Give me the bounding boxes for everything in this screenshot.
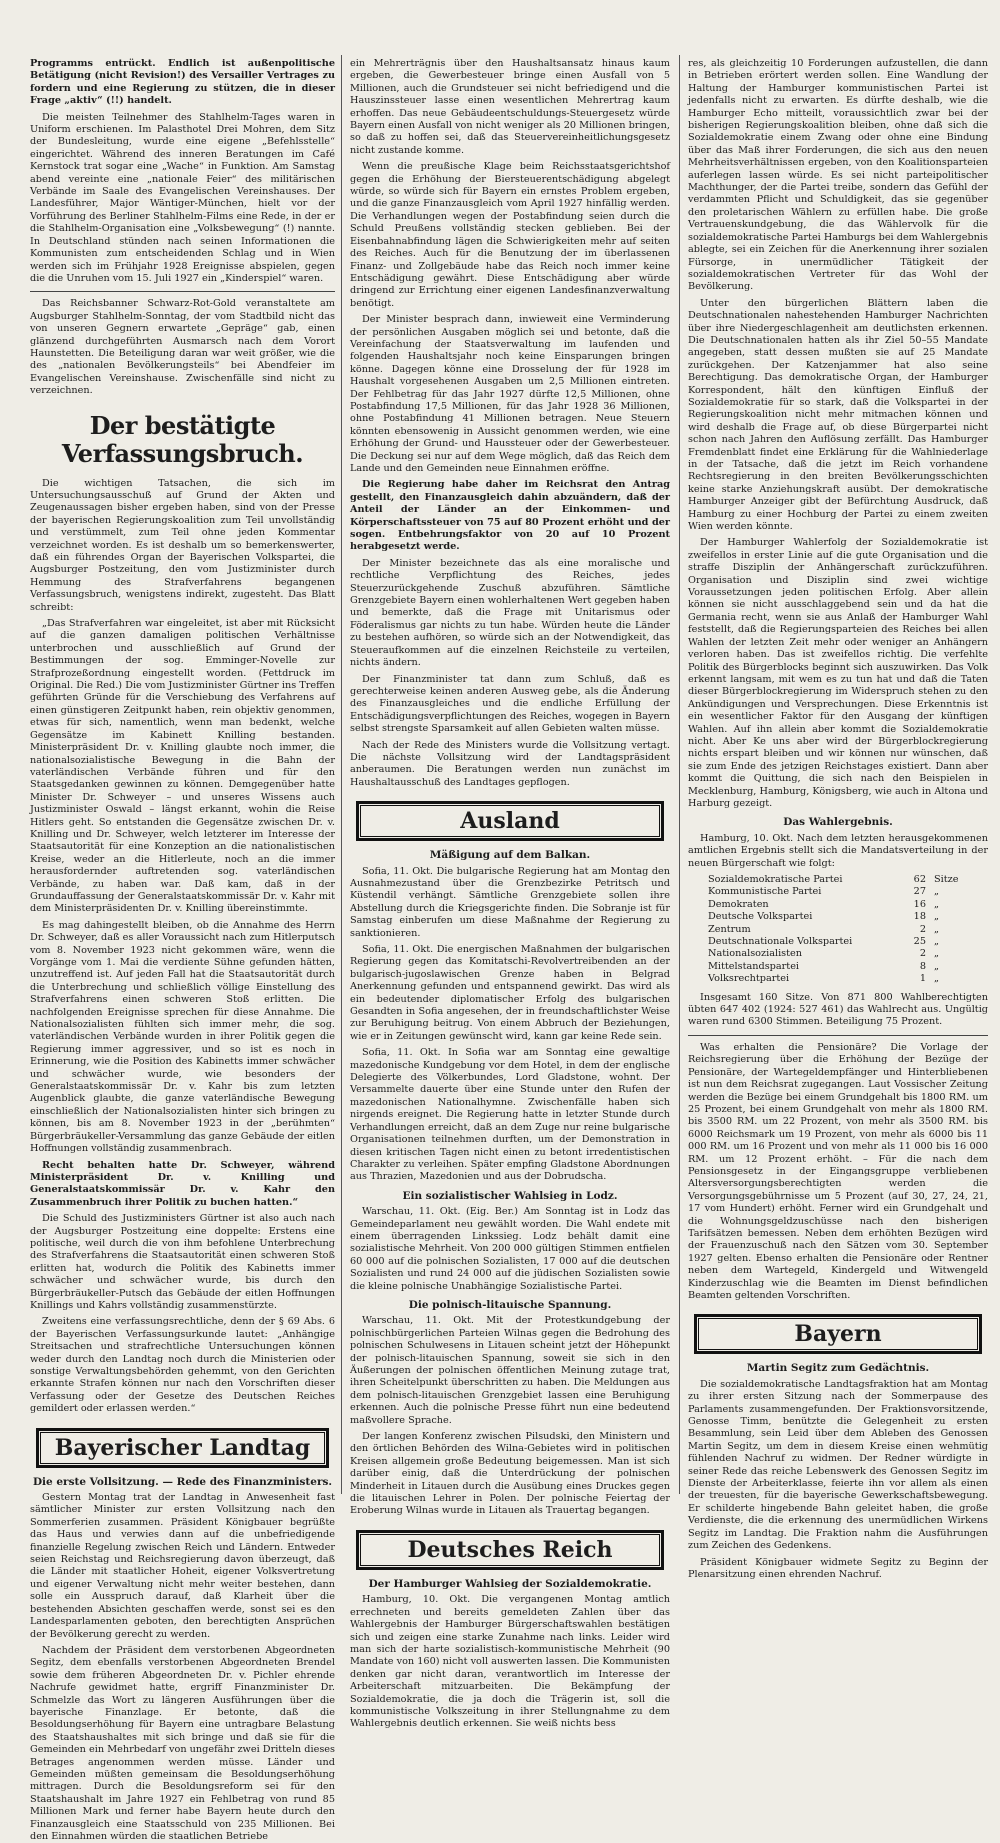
paragraph: Hamburg, 10. Okt. Nach dem letzten herausgekommenen amtlichen Ergebnis stellt sich die Mandatsverteilung in der neuen Bürgerschaft wie folgt: [688, 832, 988, 869]
seat-unit: Sitze [934, 874, 959, 885]
column-middle [350, 58, 670, 1730]
quote-paragraph: „Das Strafverfahren war eingeleitet, ist aber mit Rücksicht auf die ganzen damaligen politischen Verhältnisse unterbrochen und ausschließlich auf Grund der Bestimmungen der sog. Emminger-Novelle zur Strafprozeßordnung eingestellt worden. (Fettdruck im Original. Die Red.) Die vom Justizminister Gürtner ins Treffen geführten Gründe für die Verschiebung des Verfahrens auf einen günstigeren Zeitpunkt haben, rein objektiv genommen, etwas für sich, namentlich, wenn man bedenkt, welche Gegensätze im Kabinett Knilling bestanden. Ministerpräsident Dr. v. Knilling glaubte noch immer, die nationalsozialistische Bewegung in die Bahn der vaterländischen Verbände führen und für den Staatsgedanken gewinnen zu können. Demgegenüber hatte Minister Dr. Schweyer – und unseres Wissens auch Justizminister Oswald – längst erkannt, wohin die Reise Hitlers geht. So entstanden die Gegensätze zwischen Dr. v. Knilling und Dr. Schweyer, welch letzterer im Interesse der Staatsautorität für eine Konzeption an die nationalistischen Kreise, weder an die Hitlerleute, noch an die immer herausfordernder auftretenden sog. vaterländischen Verbände, zu haben war. Daß kam, daß in der Grundauffassung der Generalstaatskommissär Dr. v. Kahr mit dem Ministerpräsidenten Dr. v. Knilling übereinstimmte. [30, 618, 335, 915]
election-results-table [706, 874, 970, 986]
paragraph: Gestern Montag trat der Landtag in Anwesenheit fast sämtlicher Minister zur ersten Vollsitzung nach den Sommerferien zusammen. Präsident Königbauer begrüßte das Haus und verwies dann auf die unbefriedigende finanzielle Regelung zwischen Reich und Ländern. Entweder seien Reichstag und Reichsregierung davon überzeugt, daß die Länder mit staatlicher Hoheit, eigener Volksvertretung und eigener Verwaltung nicht mehr weiter bestehen, dann solle ein Ausspruch darauf, daß Klarheit über die bestehenden Absichten geschaffen werde, sonst sei es den Landesparlamenten geboten, den berechtigten Ansprüchen der Bevölkerung gerecht zu werden. [30, 1492, 335, 1640]
seat-count: 1 [919, 973, 926, 985]
seat-unit: „ [934, 898, 940, 910]
paragraph: ein Mehrerträgnis über den Haushaltsansatz hinaus kaum ergeben, die Gewerbesteuer bringe einen Ausfall von 5 Millionen, auch die Grundsteuer sei nicht befriedigend und die Hauszinssteuer lasse einen wesentlichen Mehrertrag kaum erhoffen. Das neue Gebäudeentschuldungs-Steuergesetz würde Bayern einen Ausfall von nicht weniger als 20 Millionen bringen, so daß zu hoffen sei, daß das Steuervereinheitlichungsgesetz nicht zustande komme. [350, 58, 670, 156]
paragraph: Es mag dahingestellt bleiben, ob die Annahme des Herrn Dr. Schweyer, daß es aller Voraussicht nach zum Hitlerputsch vom 8. November 1923 nicht gekommen wäre, wenn die Vorgänge vom 1. Mai die verdiente Sühne gefunden hätten, unzutreffend ist. Auf jeden Fall hat die Staatsautorität durch die Unterbrechung und schließlich völlige Einstellung des Strafverfahrens einen schweren Stoß erlitten. Die nachfolgenden Ereignisse sprechen für diese Annahme. Die Nationalsozialisten fühlten sich immer mehr, die sog. vaterländischen Verbände wurden in ihrer Politik gegen die Regierung immer aggressiver, und so ist es noch in Erinnerung, wie die Position des Kabinetts immer schwächer und schwächer wurde, wie besonders der Generalstaatskommissär Dr. v. Kahr bis zum letzten Augenblick glaubte, die ganze vaterländische Bewegung einschließlich der Nationalsozialisten hinter sich bringen zu können, bis am 8. November 1923 in der „berühmten“ Bürgerbräukeller-Versammlung das ganze Gebäude der eitlen Hoffnungen vollständig zusammenbrach. [30, 919, 335, 1155]
paragraph: Sofia, 11. Okt. In Sofia war am Sonntag eine gewaltige mazedonische Kundgebung vor dem Hotel, in dem der englische Delegierte des Völkerbundes, Lord Gladstone, wohnt. Der Versammelte dauerte über eine Stunde unter den Rufen der mazedonischen Nationalhymne. Zwischenfälle haben sich nirgends ereignet. Die Regierung hatte in letzter Stunde durch Verhandlungen erreicht, daß an dem Zuge nur reine bulgarische Organisationen teilnehmen durften, um der Demonstration in diesen kritischen Tagen nicht einen zu betont irredentistischen Charakter zu verleihen. Später empfing Gladstone Abordnungen aus Thrazien, Mazedonien und aus der Dobrudscha. [350, 1047, 670, 1183]
party-name: Kommunistische Partei [708, 886, 822, 898]
column-rule [341, 55, 342, 1494]
seat-count: 27 [913, 886, 926, 898]
paragraph: Präsident Königbauer widmete Segitz zu Beginn der Plenarsitzung einen ehrenden Nachruf. [688, 1556, 988, 1580]
party-name: Deutsche Volkspartei [708, 911, 813, 923]
paragraph: Warschau, 11. Okt. Mit der Protestkundgebung der polnischbürgerlichen Parteien Wilnas gegen die Bedrohung des polnischen Schulwesens in Litauen scheint jetzt der Höhepunkt der polnisch-litauischen Spannung, soweit sie sich in den Äußerungen der polnischen öffentlichen Meinung zutage trat, ihren Scheitelpunkt überschritten zu haben. Die Meldungen aus dem polnisch-litauischen Grenzgebiet lassen eine Beruhigung erkennen. Auch die polnische Presse führt nun eine bedeutend maßvollere Sprache. [350, 1315, 670, 1426]
paragraph: Warschau, 11. Okt. (Eig. Ber.) Am Sonntag ist in Lodz das Gemeindeparlament neu gewählt worden. Die Wahl endete mit einem überragenden Linkssieg. Lodz behält damit eine sozialistische Mehrheit. Von 200 000 gültigen Stimmen entfielen 60 000 auf die polnischen Sozialisten, 17 000 auf die deutschen Sozialisten und rund 24 000 auf die jüdischen Sozialisten sowie die kleine polnische Unabhängige Sozialistische Partei. [350, 1206, 670, 1292]
paragraph: Der Minister besprach dann, inwieweit eine Verminderung der persönlichen Ausgaben möglich sei und betonte, daß die Vereinfachung der Staatsverwaltung im laufenden und folgenden Haushaltsjahr noch keine Einsparungen bringen könne. Dagegen könne eine Drosselung der für 1928 im Haushalt vorgesehenen Ausgaben um 2,5 Millionen eintreten. Der Fehlbetrag für das Jahr 1927 dürfte 12,5 Millionen, ohne Postabfindung 17,5 Millionen, für das Jahr 1928 36 Millionen, ohne Postabfindung 41 Millionen betragen. Neue Steuern könnten ebensowenig in Aussicht genommen werden, wie eine Erhöhung der Grund- und Haussteuer oder der Gewerbesteuer. Die Deckung sei nur auf dem Wege möglich, daß das Reich dem Lande und den Gemeinden neue Einnahmen eröffne. [350, 314, 670, 474]
article-subhead: Das Wahlergebnis. [783, 816, 893, 829]
table-row [706, 961, 970, 973]
paragraph: Die Schuld des Justizministers Gürtner ist also auch nach der Augsburger Postzeitung eine doppelte: Erstens eine politische, weil durch die von ihm befohlene Unterbrechung des Strafverfahrens die Staatsautorität einen schweren Stoß erlitten hat, wodurch die Politik des Kabinetts immer schwächer und schwächer wurde, bis durch den Bürgerbräukeller-Putsch das Gebäude der eitlen Hoffnungen Knillings und Kahrs vollständig zusammenstürzte. [30, 1213, 335, 1311]
article-subhead: Ein sozialistischer Wahlsieg in Lodz. [402, 1189, 618, 1202]
paragraph: res, als gleichzeitig 10 Forderungen aufzustellen, die dann in Betrieben erörtert werden sollen. Eine Wandlung der Haltung der Hamburger kommunistischen Partei ist jedenfalls nicht zu erwarten. Es dürfte deshalb, wie die Hamburger Echo mitteilt, voraussichtlich zwar bei der bisherigen Regierungskoalition bleiben, ohne daß sich die Sozialdemokratie einem Zwang oder ohne eine Bindung über das Maß ihrer Forderungen, die sich aus den neuen Mehrheitsverhältnissen ergeben, von den Koalitionsparteien auferlegen lassen würde. Es sei nicht parteipolitischer Machthunger, der die Partei treibe, sondern das Gefühl der verdammten Pflicht und Schuldigkeit, das sie gegenüber den proletarischen Wählern zu erfüllen habe. Die große Vertrauenskundgebung, die das Wählervolk für die sozialdemokratische Partei Hamburgs bei dem Wahlergebnis ablegte, sei ein Zeichen für die Anerkennung ihrer sozialen Fürsorge, in unermüdlicher Tätigkeit der sozialdemokratischen Vertreter für das Wohl der Bevölkerung. [688, 58, 988, 293]
seat-unit: „ [934, 973, 940, 985]
paragraph: Der Minister bezeichnete das als eine moralische und rechtliche Verpflichtung des Reiches, jedes Steuerzurückgehende Zuschuß abzuführen. Sämtliche Grenzgebiete Bayern einen wohlerhaltenen Wert gegeben haben und bemerkte, daß die Frage mit Unitarismus oder Föderalismus gar nichts zu tun habe. Würden heute die Länder zu bestehen aufhören, so würde sich an der Notwendigkeit, das Steueraufkommen auf die einzelnen Reichsteile zu verteilen, nichts ändern. [350, 557, 670, 669]
table-row [706, 936, 970, 948]
paragraph: Die sozialdemokratische Landtagsfraktion hat am Montag zu ihrer ersten Sitzung nach der Sommerpause des Parlaments zusammengefunden. Der Fraktionsvorsitzende, Genosse Timm, benützte die Gelegenheit zu ersten Besammlung, sein Leid über dem Ableben des Genossen Martin Segitz, um dem in diesem Kreise einen wehmütig fühlenden Nachruf zu widmen. Der Redner würdigte in seiner Rede das reiche Lebenswerk des Genossen Segitz im Dienste der Arbeiterklasse, feierte ihn vor allem als einen der treuesten, für die bayerische Gewerkschaftsbewegung. Er schilderte hingebende Bahn geleitet haben, die große Verdienste, die die erkennung des unermüdlichen Wirkens Segitz im Landtag. Die Fraktion nahm die Ausführungen zum Zeichen des Gedenkens. [688, 1378, 988, 1552]
table-row [706, 973, 970, 985]
paragraph: Insgesamt 160 Sitze. Von 871 800 Wahlberechtigten übten 647 402 (1924: 527 461) das Wahlrecht aus. Ungültig waren rund 6300 Stimmen. Beteiligung 75 Prozent. [688, 991, 988, 1028]
section-header: Bayerischer Landtag [36, 1428, 329, 1468]
paragraph: Recht behalten hatte Dr. Schweyer, während Ministerpräsident Dr. v. Knilling und Generalstaatskommissär Dr. v. Kahr den Zusammenbruch ihrer Politik zu buchen hatten.“ [30, 1159, 335, 1208]
seat-count: 62 [913, 874, 926, 885]
section-header: Ausland [356, 801, 664, 841]
seat-count: 18 [913, 911, 926, 923]
article-subhead: Martin Segitz zum Gedächtnis. [746, 1362, 930, 1375]
paragraph: Unter den bürgerlichen Blättern laben die Deutschnationalen nahestehenden Hamburger Nachrichten über ihre Niedergeschlagenheit am deutlichsten erkennen. Die Deutschnationalen hatten als ihr Ziel 50–55 Mandate angegeben, statt dessen mußten sie auf 25 Mandate zurückgehen. Der Katzenjammer hat also seine Berechtigung. Das demokratische Organ, der Hamburger Korrespondent, hält den künftigen Einfluß der Sozialdemokratie für so stark, daß die Volkspartei in der Regierungskoalition nicht mehr mitmachen können und wird deshalb die Frage auf, ob diese Bürgerpartei nicht schon nach Jahren den Auflösung zerfällt. Das Hamburger Fremdenblatt findet eine Erklärung für die Wahlniederlage in der Tatsache, daß die jetzt im Reich vorhandene Rechtsregierung in den breiten Bevölkerungsschichten keine starke Anziehungskraft ausübt. Der demokratische Hamburger Anzeiger gibt der Befürchtung Ausdruck, daß Hamburg zu einer Hochburg der Partei zu einem zweiten Wien werden könnte. [688, 297, 988, 533]
table-row [706, 886, 970, 898]
paragraph: Sofia, 11. Okt. Die bulgarische Regierung hat am Montag den Ausnahmezustand über die Grenzbezirke Petritsch und Küstendil verhängt. Sämtliche Grenzgebiete sollen ihre Abstellung durch die Kriegsgerichte finden. Die Sobranje ist für Samstag einberufen um diese Maßnahme der Regierung zu sanktionieren. [350, 865, 670, 939]
seat-count: 25 [913, 936, 926, 948]
divider [30, 291, 335, 292]
seat-count: 2 [919, 948, 926, 960]
table-row [706, 911, 970, 923]
party-name: Demokraten [708, 898, 769, 910]
party-name: Zentrum [708, 923, 751, 935]
paragraph: Die meisten Teilnehmer des Stahlhelm-Tages waren in Uniform erschienen. Im Palasthotel Drei Mohren, dem Sitz der Bundesleitung, wurde eine eigene „Befehlsstelle“ eingerichtet. Während des inneren Beratungen im Café Kernstock trat sogar eine „Wache“ in Funktion. Am Samstag abend vereinte eine „nationale Feier“ des militärischen Verbände im Saale des Evangelischen Vereinshauses. Der Landesführer, Major Wäntiger-München, hielt vor der Vorführung des Berliner Stahlhelm-Films eine Rede, in der er die Stahlhelm-Organisation eine „Volksbewegung“ (!) nannte. In Deutschland stünden nach seinen Informationen die Kommunisten zum entscheidenden Schlag und in Wien werden sich im Frühjahr 1928 Ereignisse abspielen, gegen die die Unruhen vom 15. Juli 1927 ein „Kinderspiel“ waren. [30, 111, 335, 284]
paragraph: Hamburg, 10. Okt. Die vergangenen Montag amtlich errechneten und bereits gemeldeten Zahlen über das Wahlergebnis der Hamburger Bürgerschaftswahlen bestätigen sich und zeigen eine starke Zunahme nach links. Leider wird man sich der harte sozialistisch-kommunistische Mehrheit (90 Mandate von 160) nicht voll auswerten lassen. Die Kommunisten denken gar nicht daran, verantwortlich im Interesse der Arbeiterschaft mitzuarbeiten. Die Bekämpfung der Sozialdemokratie, die ja doch die Trägerin ist, soll die kommunistische Volkszeitung in ihrer Stellungnahme zu dem Wahlergebnis deutlich erkennen. Sie weiß nichts bess [350, 1594, 670, 1730]
paragraph: Die Regierung habe daher im Reichsrat den Antrag gestellt, den Finanzausgleich dahin abzuändern, daß der Anteil der Länder an der Einkommen- und Körperschaftssteuer von 75 auf 80 Prozent erhöht und der sogen. Entbehrungsfaktor von 20 auf 10 Prozent herabgesetzt werde. [350, 479, 670, 553]
column-right [688, 58, 988, 1580]
table-row [706, 899, 970, 911]
article-subhead: Die polnisch-litauische Spannung. [408, 1298, 612, 1311]
party-name: Mittelstandspartei [708, 960, 800, 972]
paragraph: Der langen Konferenz zwischen Pilsudski, den Ministern und den örtlichen Behörden des Wilna-Gebietes wird in politischen Kreisen allgemein große Bedeutung beigemessen. Man ist sich darüber einig, daß die Unterdrückung der polnischen Minderheit in Litauen durch die Ausübung eines Druckes gegen die litauischen Lehrer in Polen. Der polnische Feiertag der Eroberung Wilnas wurde in Litauen als Trauertag begangen. [350, 1431, 670, 1517]
paragraph: Zweitens eine verfassungsrechtliche, denn der § 69 Abs. 6 der Bayerischen Verfassungsurkunde lautet: „Anhängige Streitsachen und strafrechtliche Untersuchungen können weder durch den Landtag noch durch die Ministerien oder sonstige Verwaltungsbehörden gehemmt, von den Gerichten erkannte Strafen können nur nach den Vorschriften dieser Verfassung oder der Gesetze des Deutschen Reiches gemildert oder erlassen werden.“ [30, 1316, 335, 1415]
seat-count: 8 [919, 960, 926, 972]
paragraph: Was erhalten die Pensionäre? Die Vorlage der Reichsregierung über die Erhöhung der Bezüge der Pensionäre, der Wartegeldempfänger und Hinterbliebenen ist nun dem Reichsrat zugegangen. Laut Vossischer Zeitung werden die Bezüge bei einem Grundgehalt bis 1800 RM. um 25 Prozent, bei einem Grundgehalt von mehr als 1800 RM. bis 3500 RM. um 22 Prozent, von mehr als 3500 RM. bis 6000 Reichsmark um 19 Prozent, von mehr als 6000 bis 11 000 RM. um 16 Prozent und von mehr als 11 000 bis 16 000 RM. um 12 Prozent erhöht. – Für die nach dem Pensionsgesetz in der Eingangsgruppe verbliebenen Altersversorgungsberechtigten werden die Versorgungsgebührnisse um 5 Prozent (auf 30, 27, 24, 21, 17 vom Hundert) erhöht. Ferner wird ein Grundgehalt und die Wohnungsgeldzuschüsse nach den bisherigen Tarifsätzen bemessen. Neben dem erhöhten Bezügen wird der Frauenzuschuß nach den Sätzen vom 30. September 1927 gelten. Ebenso erhalten die Pensionäre oder Rentner neben dem Wartegeld, Kindergeld und Witwengeld Kinderzuschlag wie die Beamten im Dienst befindlichen Beamten geltenden Vorschriften. [688, 1041, 988, 1301]
table-row [706, 874, 970, 886]
seat-unit: „ [934, 948, 940, 960]
paragraph: Der Finanzminister tat dann zum Schluß, daß es gerechterweise keinen anderen Ausweg gebe, als die Änderung des Finanzausgleiches und die endliche Erfüllung der Entschädigungsverpflichtungen des Reiches, wogegen in Bayern selbst strengste Sparsamkeit auf allen Gebieten walten müsse. [350, 673, 670, 735]
seat-unit: „ [934, 960, 940, 972]
article-subhead: Mäßigung auf dem Balkan. [429, 849, 591, 862]
column-left [30, 58, 335, 1842]
paragraph: Nach der Rede des Ministers wurde die Vollsitzung vertagt. Die nächste Vollsitzung wird der Landtagspräsident anberaumen. Die Beratungen werden nun zunächst im Haushaltausschuß des Landtages gepflogen. [350, 739, 670, 788]
party-name: Volksrechtpartei [708, 973, 790, 985]
divider [688, 1035, 988, 1036]
article-subhead: Die erste Vollsitzung. — Rede des Finanzministers. [32, 1475, 333, 1488]
party-name: Deutschnationale Volkspartei [708, 936, 853, 948]
seat-unit: „ [934, 911, 940, 923]
article-headline: Der bestätigte Verfassungsbruch. [61, 410, 304, 468]
seat-count: 16 [913, 898, 926, 910]
party-name: Nationalsozialisten [708, 948, 803, 960]
section-header: Deutsches Reich [356, 1530, 664, 1570]
paragraph: Der Hamburger Wahlerfolg der Sozialdemokratie ist zweifellos in erster Linie auf die gute Organisation und die straffe Disziplin der Anhängerschaft zurückzuführen. Organisation und Disziplin sind zwei wichtige Voraussetzungen jeden politischen Erfolg. Aber allein können sie nicht ausschlaggebend sein und da hat die Germania recht, wenn sie aus Anlaß der Hamburger Wahl feststellt, daß die Regierungsparteien des Reiches bei allen Wahlen der letzten Zeit mehr oder weniger an Anhängern verloren haben. Das ist zweifellos richtig. Die verfehlte Politik des Bürgerblocks beginnt sich auszuwirken. Das Volk erkennt langsam, mit wem es zu tun hat und daß die Taten dieser Bürgerblockregierung im Widerspruch stehen zu den Ankündigungen und Versprechungen. Diese Erkenntnis ist ein wesentlicher Faktor für den Ausgang der künftigen Wahlen. Auf ihn allein aber kommt die Sozialdemokratie nicht. Aber Ke uns aber wird der Bürgerblockregierung nichts erspart bleiben und wir können nur wünschen, daß sie zum Ende des jetzigen Reichstages existiert. Dann aber kommt die Quittung, die sich nach den Beispielen in Mecklenburg, Hamburg, Königsberg, wie auch in Altona und Harburg gezeigt. [688, 537, 988, 809]
paragraph: Wenn die preußische Klage beim Reichsstaatsgerichtshof gegen die Erhöhung der Biersteuerentschädigung abgelegt würde, so würde sich für Bayern ein ernstes Problem ergeben, und die ganze Finanzausgleich vom April 1927 hinfällig werden. Die Verhandlungen wegen der Postabfindung seien durch die Schuld Preußens vollständig stecken geblieben. Bei der Eisenbahnabfindung lägen die Schwierigkeiten mehr auf seiten des Reiches. Auch für die Benutzung der im überlassenen Finanz- und Zollgebäude habe das Reich noch immer keine Entschädigung gewährt. Diese Entschädigung aber würde dringend zur Errichtung einer eigenen Landesfinanzverwaltung benötigt. [350, 161, 670, 309]
table-row [706, 948, 970, 960]
seat-unit: „ [934, 936, 940, 948]
paragraph: Programms entrückt. Endlich ist außenpolitische Betätigung (nicht Revision!) des Versailler Vertrages zu fordern und eine Regierung zu stützen, die in dieser Frage „aktiv“ (!!) handelt. [30, 58, 335, 107]
paragraph: Nachdem der Präsident dem verstorbenen Abgeordneten Segitz, dem ebenfalls verstorbenen Abgeordneten Brendel sowie dem früheren Abgeordneten Dr. v. Pichler ehrende Nachrufe gewidmet hatte, ergriff Finanzminister Dr. Schmelzle das Wort zu längeren Ausführungen über die bayerische Finanzlage. Er betonte, daß die Besoldungserhöhung für Bayern eine untragbare Belastung des Staatshaushaltes mit sich bringe und daß sie für die Gemeinden ein Mehrbedarf von ungefähr zwei Dritteln dieses Betrages angenommen werden müsse. Länder und Gemeinden müßten gemeinsam die Besoldungserhöhung mittragen. Durch die Besoldungsreform sei für den Staatshaushalt im Jahre 1927 ein Fehlbetrag von rund 85 Millionen Mark und ferner habe Bayern heute durch den Finanzausgleich eine Staatsschuld von 235 Millionen. Bei den Einnahmen würden die staatlichen Betriebe [30, 1644, 335, 1842]
seat-unit: „ [934, 923, 940, 935]
paragraph: Das Reichsbanner Schwarz-Rot-Gold veranstaltete am Augsburger Stahlhelm-Sonntag, der vom Stadtbild nicht das von unseren Gegnern erwartete „Gepräge“ gab, einen glänzend durchgeführten Ausmarsch nach dem Vorort Haunstetten. Die Beteiligung daran war weit größer, wie die des „nationalen Bevölkerungsteils“ bei Abendfeier im Evangelischen Vereinshause. Zwischenfälle sind nicht zu verzeichnen. [30, 298, 335, 397]
column-rule [679, 55, 680, 1494]
seat-unit: „ [934, 886, 940, 898]
article-subhead: Der Hamburger Wahlsieg der Sozialdemokratie. [368, 1577, 652, 1590]
paragraph: Sofia, 11. Okt. Die energischen Maßnahmen der bulgarischen Regierung gegen das Komitatschi-Revolvertreibenden an der bulgarisch-jugoslawischen Grenze haben in Belgrad Anerkennung gefunden und entspannend gewirkt. Das wird als ein bedeutender diplomatischer Erfolg des bulgarischen Gesandten in Sofia angesehen, der in freundschaftlichster Weise zur Beruhigung beitrug. Von einem Abbruch der Beziehungen, wie er in Zeitungen gewünscht wird, kann gar keine Rede sein. [350, 944, 670, 1042]
seat-count: 2 [919, 923, 926, 935]
party-name: Sozialdemokratische Partei [708, 874, 843, 885]
paragraph: Die wichtigen Tatsachen, die sich im Untersuchungsausschuß auf Grund der Akten und Zeugenaussagen bisher ergeben haben, sind von der Presse der bayerischen Regierungskoalition zum Teil unvollständig und verstümmelt, zum Teil ohne jeden Kommentar verzeichnet worden. Es ist deshalb um so bemerkenswerter, daß ein führendes Organ der Bayerischen Volkspartei, die Augsburger Postzeitung, den vom Justizminister durch Hemmung des Strafverfahrens begangenen Verfassungsbruch, wenigstens indirekt, zugesteht. Das Blatt schreibt: [30, 477, 335, 613]
section-header: Bayern [694, 1314, 982, 1354]
table-row [706, 924, 970, 936]
